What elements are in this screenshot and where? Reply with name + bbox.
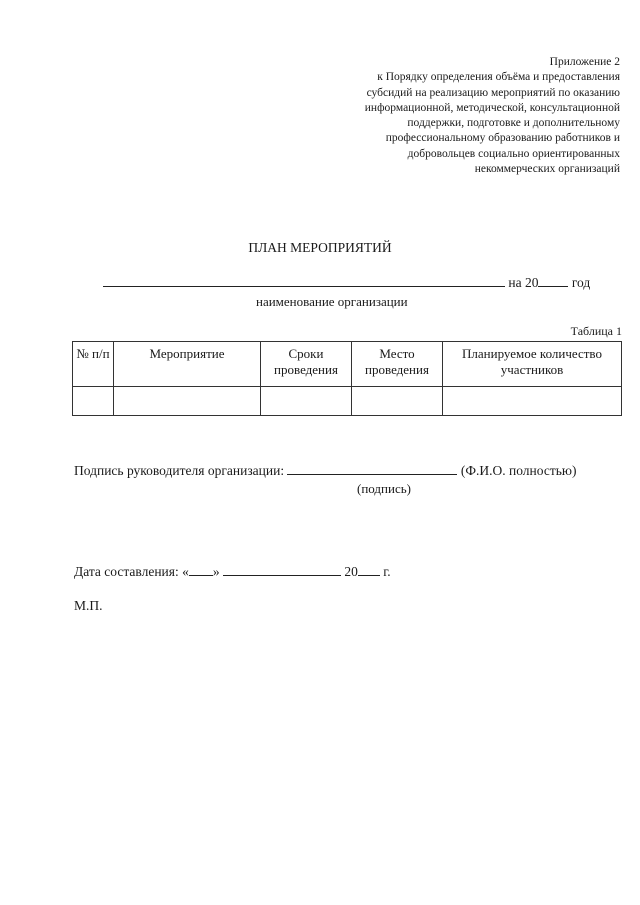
appendix-line: добровольцев социально ориентированных <box>407 147 620 160</box>
day-blank[interactable] <box>189 563 213 576</box>
table-cell[interactable] <box>114 387 261 416</box>
date-line <box>74 563 391 580</box>
table-cell[interactable] <box>352 387 443 416</box>
header-dates: Сроки проведения <box>261 342 352 387</box>
organization-caption: наименование организации <box>256 294 408 309</box>
signature-name-hint: (Ф.И.О. полностью) <box>460 463 577 478</box>
date-year-blank[interactable] <box>358 563 380 576</box>
year-blank[interactable] <box>538 274 568 287</box>
table-header-row <box>73 342 622 387</box>
table-cell[interactable] <box>73 387 114 416</box>
year-suffix: год <box>571 275 591 290</box>
appendix-line: к Порядку определения объёма и предоставления <box>377 71 620 84</box>
table-cell[interactable] <box>443 387 622 416</box>
plan-table <box>72 341 622 416</box>
appendix-line: некоммерческих организаций <box>474 163 620 176</box>
appendix-header <box>310 55 620 177</box>
appendix-line: Приложение 2 <box>549 56 620 68</box>
year-prefix: на 20 <box>508 275 539 290</box>
header-participants: Планируемое количество участников <box>443 342 622 387</box>
table-label: Таблица 1 <box>570 324 622 338</box>
date-year-prefix: 20 <box>344 564 358 579</box>
date-year-suffix: г. <box>383 564 391 579</box>
table-row <box>73 387 622 416</box>
month-blank[interactable] <box>223 563 341 576</box>
header-number: № п/п <box>73 342 114 387</box>
date-quote-close: » <box>212 564 220 579</box>
document-title: ПЛАН МЕРОПРИЯТИЙ <box>248 240 392 255</box>
table-cell[interactable] <box>261 387 352 416</box>
signature-label: Подпись руководителя организации: <box>74 463 285 478</box>
organization-line <box>103 272 590 291</box>
stamp-place: М.П. <box>74 598 103 613</box>
organization-name-blank[interactable] <box>103 272 505 287</box>
signature-caption: (подпись) <box>357 481 411 496</box>
header-place: Место проведения <box>352 342 443 387</box>
header-event: Мероприятие <box>114 342 261 387</box>
appendix-line: профессиональному образованию работников и <box>385 132 620 145</box>
signature-line <box>74 461 576 479</box>
appendix-line: информационной, методической, консультационной <box>364 101 620 114</box>
appendix-line: субсидий на реализацию мероприятий по оказанию <box>366 86 620 99</box>
signature-blank[interactable] <box>287 461 457 475</box>
date-label: Дата составления: « <box>74 564 189 579</box>
appendix-line: поддержки, подготовке и дополнительному <box>407 117 620 130</box>
